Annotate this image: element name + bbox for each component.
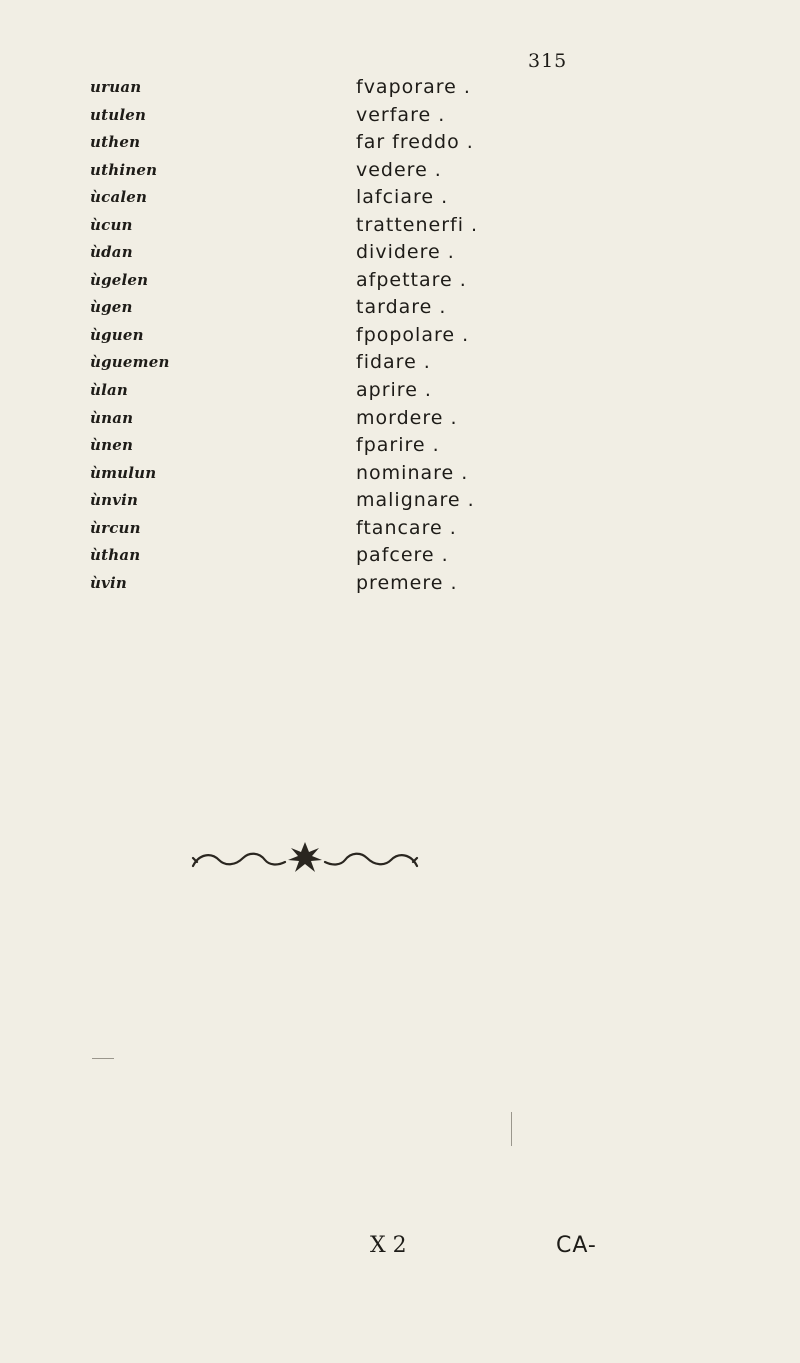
page-number: 315 xyxy=(528,50,568,72)
entry-row xyxy=(0,377,800,405)
entry-row xyxy=(0,184,800,212)
entry-term: ùguemen xyxy=(90,353,170,372)
entry-gloss: mordere . xyxy=(356,406,458,429)
entry-row xyxy=(0,432,800,460)
entry-row xyxy=(0,102,800,130)
stray-mark xyxy=(511,1112,512,1146)
entry-row xyxy=(0,487,800,515)
entry-row xyxy=(0,157,800,185)
signature-mark: X 2 xyxy=(370,1233,407,1258)
entry-term: ùmulun xyxy=(90,463,157,482)
entry-gloss: lafciare . xyxy=(356,186,449,209)
entry-gloss: trattenerfi . xyxy=(356,213,479,236)
entry-gloss: fpopolare . xyxy=(356,323,470,346)
entry-term: ùguen xyxy=(90,325,144,344)
entry-term: ùnen xyxy=(90,436,134,455)
entry-gloss: aprire . xyxy=(356,379,432,402)
entry-term: uruan xyxy=(90,78,142,96)
entry-term: ùgen xyxy=(90,298,133,317)
stray-mark xyxy=(92,1058,114,1059)
catchword: CA- xyxy=(556,1233,597,1258)
entry-term: ùcun xyxy=(90,215,133,234)
entry-term: ùlan xyxy=(90,381,129,400)
entry-gloss: far freddo . xyxy=(356,131,474,154)
entry-row xyxy=(0,349,800,377)
entry-row xyxy=(0,542,800,570)
entry-term: utulen xyxy=(90,105,147,124)
entry-row xyxy=(0,239,800,267)
entry-row xyxy=(0,267,800,295)
entry-gloss: fidare . xyxy=(356,351,431,374)
entry-gloss: fvaporare . xyxy=(356,76,471,98)
entry-gloss: dividere . xyxy=(356,241,455,264)
entry-list xyxy=(0,74,800,597)
entry-term: ùnvin xyxy=(90,491,139,510)
entry-term: ùnan xyxy=(90,408,134,427)
entry-term: ùcalen xyxy=(90,188,148,207)
entry-row xyxy=(0,129,800,157)
entry-term: uthinen xyxy=(90,160,158,179)
entry-gloss: vedere . xyxy=(356,158,442,181)
entry-term: ùthan xyxy=(90,546,141,565)
entry-term: ùvin xyxy=(90,573,128,592)
entry-gloss: nominare . xyxy=(356,461,469,484)
entry-gloss: verfare . xyxy=(356,103,446,126)
entry-row xyxy=(0,294,800,322)
entry-row xyxy=(0,405,800,433)
entry-gloss: fparire . xyxy=(356,434,440,457)
entry-gloss: tardare . xyxy=(356,296,447,319)
entry-row xyxy=(0,460,800,488)
entry-row xyxy=(0,212,800,240)
entry-row xyxy=(0,74,800,102)
entry-row xyxy=(0,515,800,543)
entry-term: ùgelen xyxy=(90,270,149,289)
entry-gloss: malignare . xyxy=(356,489,475,512)
fleuron-ornament xyxy=(185,838,425,878)
entry-gloss: premere . xyxy=(356,571,458,594)
entry-term: ùrcun xyxy=(90,518,141,537)
entry-gloss: afpettare . xyxy=(356,268,467,291)
entry-gloss: pafcere . xyxy=(356,544,449,567)
entry-row xyxy=(0,570,800,598)
entry-gloss: ftancare . xyxy=(356,516,457,539)
entry-row xyxy=(0,322,800,350)
entry-term: ùdan xyxy=(90,243,133,262)
entry-term: uthen xyxy=(90,133,141,152)
